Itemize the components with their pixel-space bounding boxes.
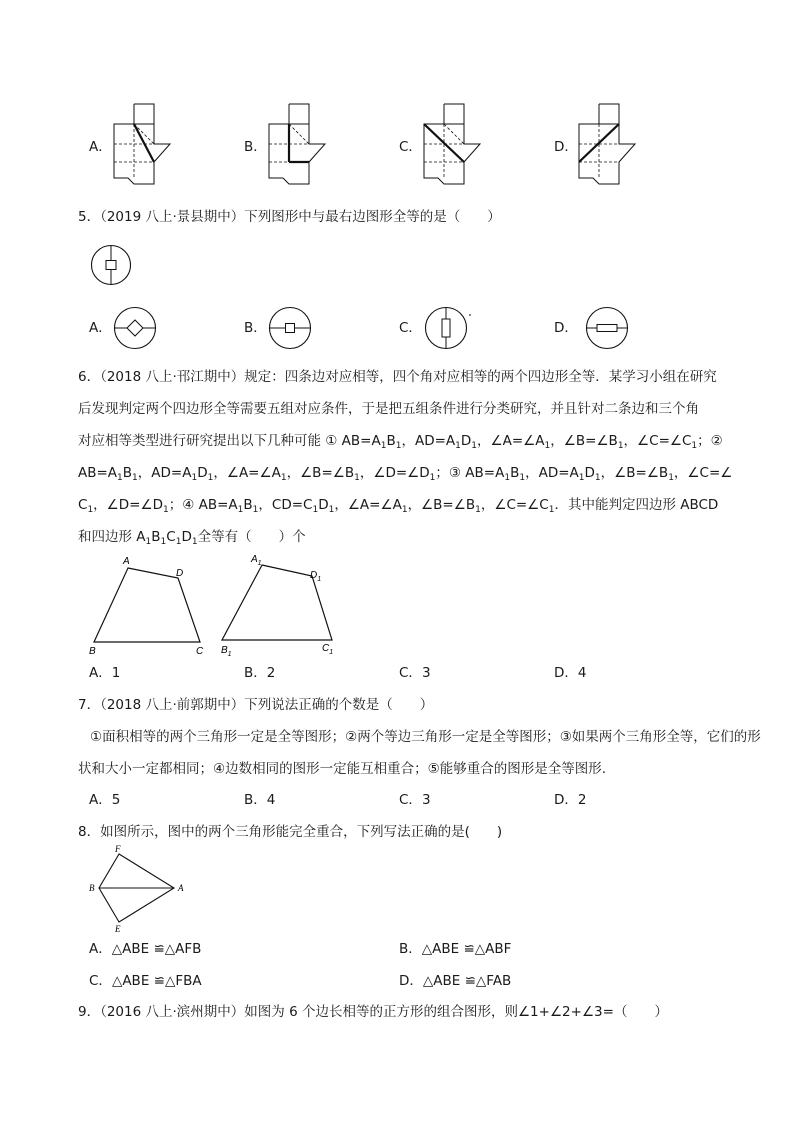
q7-body-2: 状和大小一定都相同；④边数相同的图形一定能互相重合；⑤能够重合的图形是全等图形. [78,761,606,777]
q5-option-c-figure [424,306,472,350]
q6-line-2: 后发现判定两个四边形全等需要五组对应条件，于是把五组条件进行分类研究，并且针对二条边和三个角 [78,401,699,417]
q8-option-a: A．△ABE ≌△AFB [89,941,202,957]
q4-option-d-label: D． [554,139,578,155]
q6-line-4: $AB=A_1B_1$，$AD=A_1D_1$，$\angle A=\angle A_1$，$\angle B=\angle B_1$，$\angle D=\angle D_1$；③ $AB=A_1B_1$，$AD=A_1D_1$，$\angle B=\angle B_1$，∠C=∠ [78,465,733,483]
q6-option-d: D．4 [554,665,587,681]
q4-figure-b [265,102,327,186]
q5-option-a-figure [113,306,157,350]
q4-option-b-label: B． [244,139,267,155]
q7-option-c: C．3 [399,792,431,808]
q8-label-f: F [115,844,121,854]
q6-line-6: 和四边形 $A_1B_1C_1D_1$全等有（ ）个 [78,529,306,547]
q4-figure-a [110,102,172,186]
q8-option-b: B．△ABE ≌△ABF [399,941,512,957]
q6-fig2-label-c1: $C_1$ [322,643,334,656]
q7-option-b: B．4 [244,792,276,808]
q8-figure [86,843,190,937]
q8-option-c: C．△ABE ≌△FBA [89,973,202,989]
q4-option-a-label: A． [89,139,112,155]
q8-label-e: E [115,924,121,934]
q5-option-d-figure [585,306,629,350]
q5-option-b-figure [268,306,312,350]
q6-figure-a1b1c1d1 [218,552,340,660]
q4-figure-c [420,102,482,186]
q8-option-d: D．△ABE ≌△FAB [399,973,512,989]
q6-option-c: C．3 [399,665,431,681]
q5-option-c-label: C． [399,320,422,336]
q6-option-a: A．1 [89,665,121,681]
q7-option-a: A．5 [89,792,121,808]
q5-option-d-label: D． [554,320,578,336]
q5-reference-figure [90,244,132,286]
q4-option-c-label: C． [399,139,422,155]
q7-stem: 7．（2018 八上·前郭期中）下列说法正确的个数是（ ） [78,697,434,713]
q8-label-a: A [178,883,184,893]
q8-stem: 8．如图所示，图中的两个三角形能完全重合，下列写法正确的是( ) [78,824,503,840]
q6-fig1-label-d: D [176,568,184,579]
q7-option-d: D．2 [554,792,587,808]
q6-fig2-label-d1: $D_1$ [310,570,322,583]
q6-fig1-label-a: A [123,556,130,567]
q6-line-3: 对应相等类型进行研究提出以下几种可能 ① $AB=A_1B_1$，$AD=A_1D_1$，$\angle A=\angle A_1$，$\angle B=\angle B_1$，$\angle C=\angle C_1$；② [78,433,723,451]
q6-option-b: B．2 [244,665,276,681]
q6-fig1-label-b: B [89,646,96,657]
q5-stem: 5．（2019 八上·景县期中）下列图形中与最右边图形全等的是（ ） [78,209,501,225]
q7-body-1: ①面积相等的两个三角形一定是全等图形；②两个等边三角形一定是全等图形；③如果两个三角形全等，它们的形 [90,729,761,745]
q8-label-b: B [89,883,95,893]
q4-figure-d [575,102,637,186]
q5-option-a-label: A． [89,320,112,336]
q6-line-1: 6．（2018 八上·邗江期中）规定：四条边对应相等，四个角对应相等的两个四边形全等．某学习小组在研究 [78,369,717,385]
q6-fig2-label-a1: $A_1$ [251,554,262,567]
q9-stem: 9．（2016 八上·滨州期中）如图为 6 个边长相等的正方形的组合图形，则∠1+∠2+∠3=（ ） [78,1004,668,1020]
q6-fig2-label-b1: $B_1$ [221,645,232,658]
q6-line-3-prefix: 对应相等类型进行研究提出以下几种可能 ① AB=A [78,433,381,449]
q6-line-5: $C_1$，$\angle D=\angle D_1$；④ $AB=A_1B_1$，$CD=C_1D_1$，$\angle A=\angle A_1$，$\angle B=\angle B_1$，$\angle C=\angle C_1$．其中能判定四边形 ABCD [78,497,719,515]
q6-figure-abcd [88,552,210,658]
q5-option-b-label: B． [244,320,267,336]
q6-fig1-label-c: C [196,646,204,657]
